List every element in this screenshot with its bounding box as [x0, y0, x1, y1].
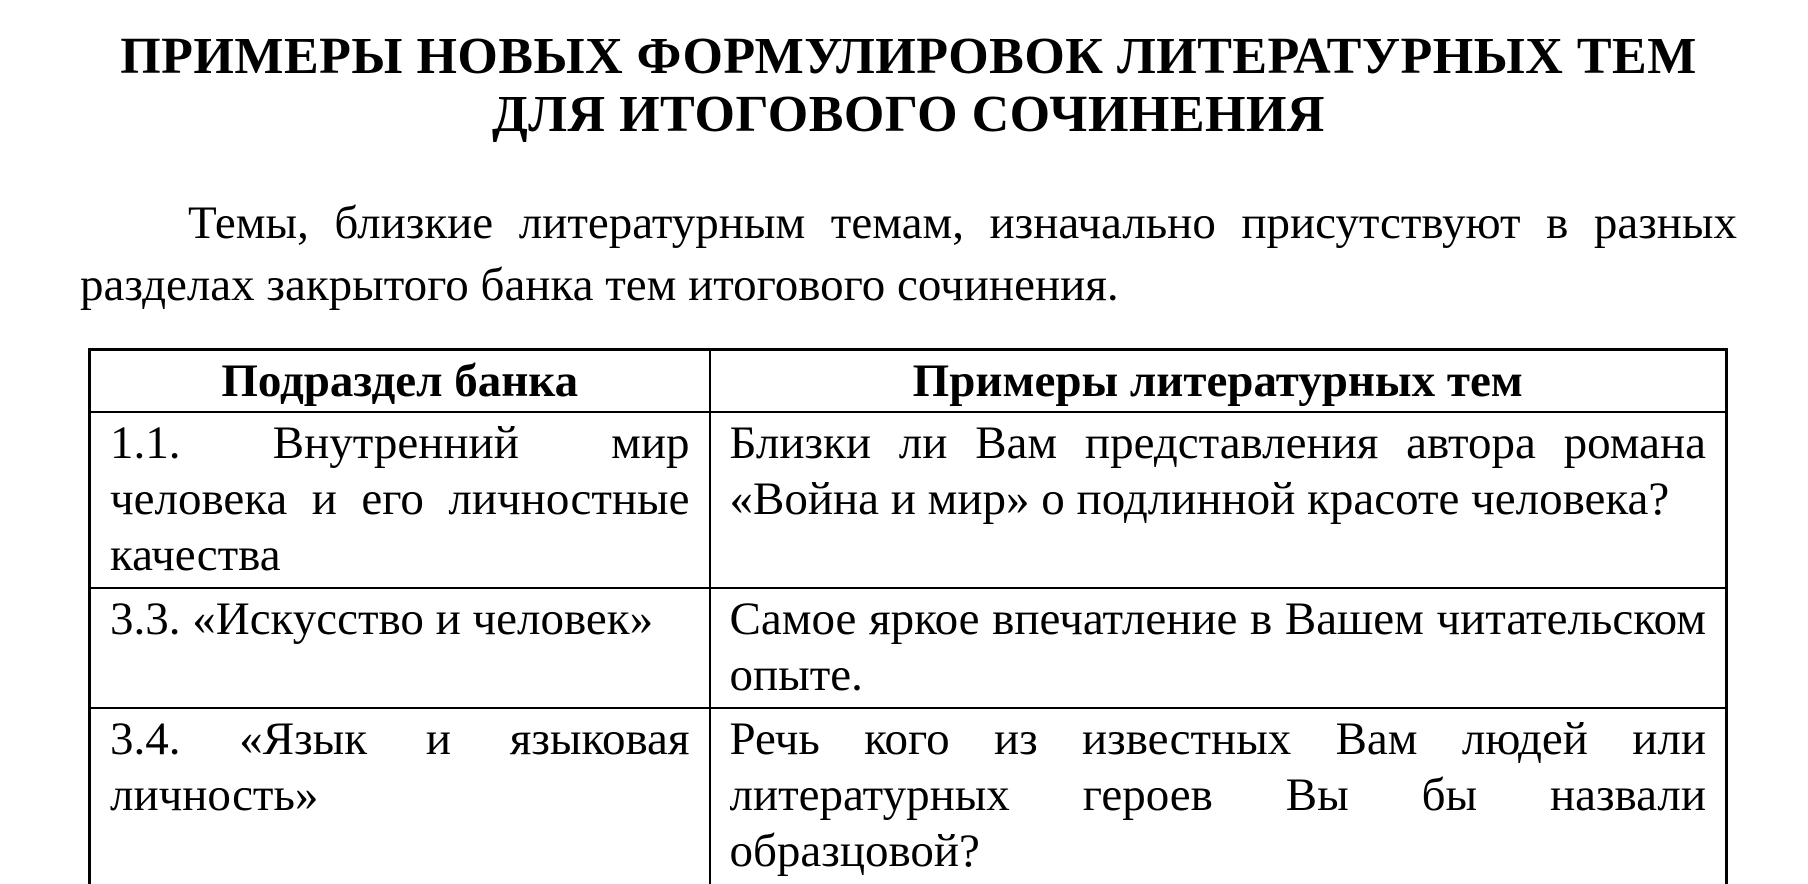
table-header-subsection: Подраздел банка [90, 350, 710, 413]
table-row [90, 412, 1727, 588]
table-row [90, 588, 1727, 708]
document-title-line-2: ДЛЯ ИТОГОВОГО СОЧИНЕНИЯ [492, 86, 1325, 143]
document-title-line-1: ПРИМЕРЫ НОВЫХ ФОРМУЛИРОВОК ЛИТЕРАТУРНЫХ ТЕМ [120, 28, 1697, 85]
topics-table [88, 348, 1728, 884]
table-row [90, 708, 1727, 884]
table-cell-subsection: 3.4. «Язык и языковая личность» [90, 708, 710, 884]
intro-paragraph: Темы, близкие литературным темам, изначально присутствуют в разных разделах закрытого банка тем итогового сочинения. [80, 197, 1737, 311]
table-cell-example: Речь кого из известных Вам людей или литературных героев Вы бы назвали образцовой? [710, 708, 1727, 884]
table-cell-subsection: 3.3. «Искусство и человек» [90, 588, 710, 708]
table-cell-example: Самое яркое впечатление в Вашем читательском опыте. [710, 588, 1727, 708]
topics-table-head [90, 350, 1727, 413]
table-cell-example: Близки ли Вам представления автора романа «Война и мир» о подлинной красоте человека? [710, 412, 1727, 588]
table-cell-subsection: 1.1. Внутренний мир человека и его личностные качества [90, 412, 710, 588]
table-header-row [90, 350, 1727, 413]
table-header-examples: Примеры литературных тем [710, 350, 1727, 413]
topics-table-body [90, 412, 1727, 884]
document-title [80, 28, 1737, 144]
